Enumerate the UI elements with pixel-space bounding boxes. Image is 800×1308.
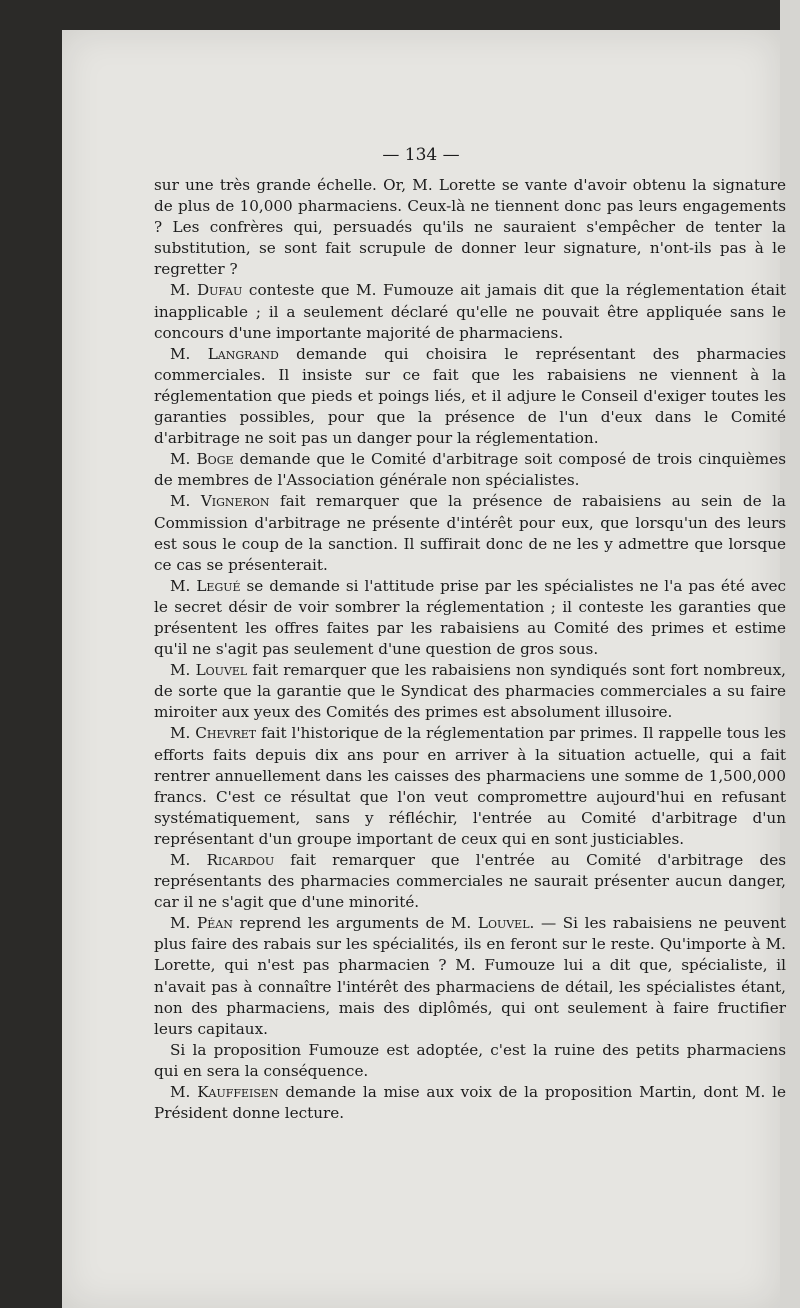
paragraph-9: M. Ricardou fait remarquer que l'entrée au Comité d'arbitrage des représentants des pharmacies commerciales ne saurait présenter aucun danger, car il ne s'agit que d'une minorité. [154, 851, 786, 912]
speaker-name: Boge [196, 450, 234, 469]
paragraph-7: M. Louvel fait remarquer que les rabaisiens non syndiqués sont fort nombreux, de sorte que la garantie que le Syndicat des pharmacies commerciales a su faire miroiter aux yeux des Comités des primes est absolument illusoire. [154, 661, 786, 722]
paragraph-4: M. Boge demande que le Comité d'arbitrage soit composé de trois cinquièmes de membres de l'Association générale non spécialistes. [154, 450, 786, 490]
page-body [154, 175, 786, 1124]
speaker-name: Chevret [195, 724, 257, 743]
paragraph-8: M. Chevret fait l'historique de la réglementation par primes. Il rappelle tous les efforts faits depuis dix ans pour en arriver à la situation actuelle, qui a fait rentrer annuellement dans les caisses des pharmaciens une somme de 1,500,000 francs. C'est ce résultat que l'on veut compromettre aujourd'hui en refusant systématiquement, sans y réfléchir, l'entrée au Comité d'arbitrage d'un représentant d'un groupe important de ceux qui en sont justiciables. [154, 724, 786, 848]
speaker-name: Dufau [196, 281, 243, 300]
speaker-name: Ricardou [206, 851, 275, 869]
speaker-name: Péan [197, 914, 233, 933]
paragraph-6: M. Legué se demande si l'attitude prise par les spécialistes ne l'a pas été avec le secret désir de voir sombrer la réglementation ; il conteste les garanties que présentent les offres faites par les rabaisiens au Comité des primes et estime qu'il ne s'agit pas seulement d'une question de gros sous. [154, 576, 787, 659]
paragraph-12: M. Kauffeisen demande la mise aux voix de la proposition Martin, dont M. le Président donne lecture. [154, 1083, 786, 1123]
speaker-name: Vigneron [200, 492, 270, 511]
page-number: — 134 — [382, 145, 460, 165]
paragraph-5: M. Vigneron fait remarquer que la présence de rabaisiens au sein de la Commission d'arbitrage ne présente d'intérêt pour eux, que lorsqu'un des leurs est sous le coup de la sanction. Il suffirait donc de ne les y admettre que lorsque ce cas se présenterait. [154, 492, 786, 574]
paragraph-11: Si la proposition Fumouze est adoptée, c'est la ruine des petits pharmaciens qui en sera la conséquence. [154, 1040, 786, 1080]
book-spine [0, 0, 62, 1308]
speaker-name: Legué [196, 576, 241, 595]
paragraph-2: M. Dufau conteste que M. Fumouze ait jamais dit que la réglementation était inapplicable ; il a seulement déclaré qu'elle ne pouvait être appliquée sans le concours d'une importante majorité de pharmaciens. [154, 281, 786, 342]
book-page [62, 30, 787, 1308]
paragraph-10: M. Péan reprend les arguments de M. Louvel. — Si les rabaisiens ne peuvent plus faire des rabais sur les spécialités, ils en feront sur le reste. Qu'importe à M. Lorette, qui n'est pas pharmacien ? M. Fumouze lui a dit que, spécialiste, il n'avait pas à connaître l'intérêt des pharmaciens de détail, les spécialistes étant, non des pharmaciens, mais des diplômés, qui ont seulement à faire fructifier leurs capitaux. [154, 914, 786, 1038]
speaker-name: Langrand [207, 344, 279, 363]
speaker-name: Louvel [477, 914, 530, 933]
paragraph-3: M. Langrand demande qui choisira le représentant des pharmacies commerciales. Il insiste sur ce fait que les rabaisiens ne viennent à la réglementation que pieds et poings liés, et il adjure le Conseil d'exiger toutes les garanties possibles, pour que la présence de l'un d'eux dans le Comité d'arbitrage ne soit pas un danger pour la réglementation. [154, 344, 786, 448]
speaker-name: Louvel [195, 661, 248, 680]
speaker-name: Kauffeisen [197, 1083, 279, 1102]
paragraph-1: sur une très grande échelle. Or, M. Lorette se vante d'avoir obtenu la signature de plus de 10,000 pharmaciens. Ceux-là ne tiennent donc pas leurs engagements ? Les confrères qui, persuadés qu'ils ne sauraient s'empêcher de tenter la substitution, se sont fait scrupule de donner leur signature, n'ont-ils pas à le regretter ? [154, 176, 786, 279]
